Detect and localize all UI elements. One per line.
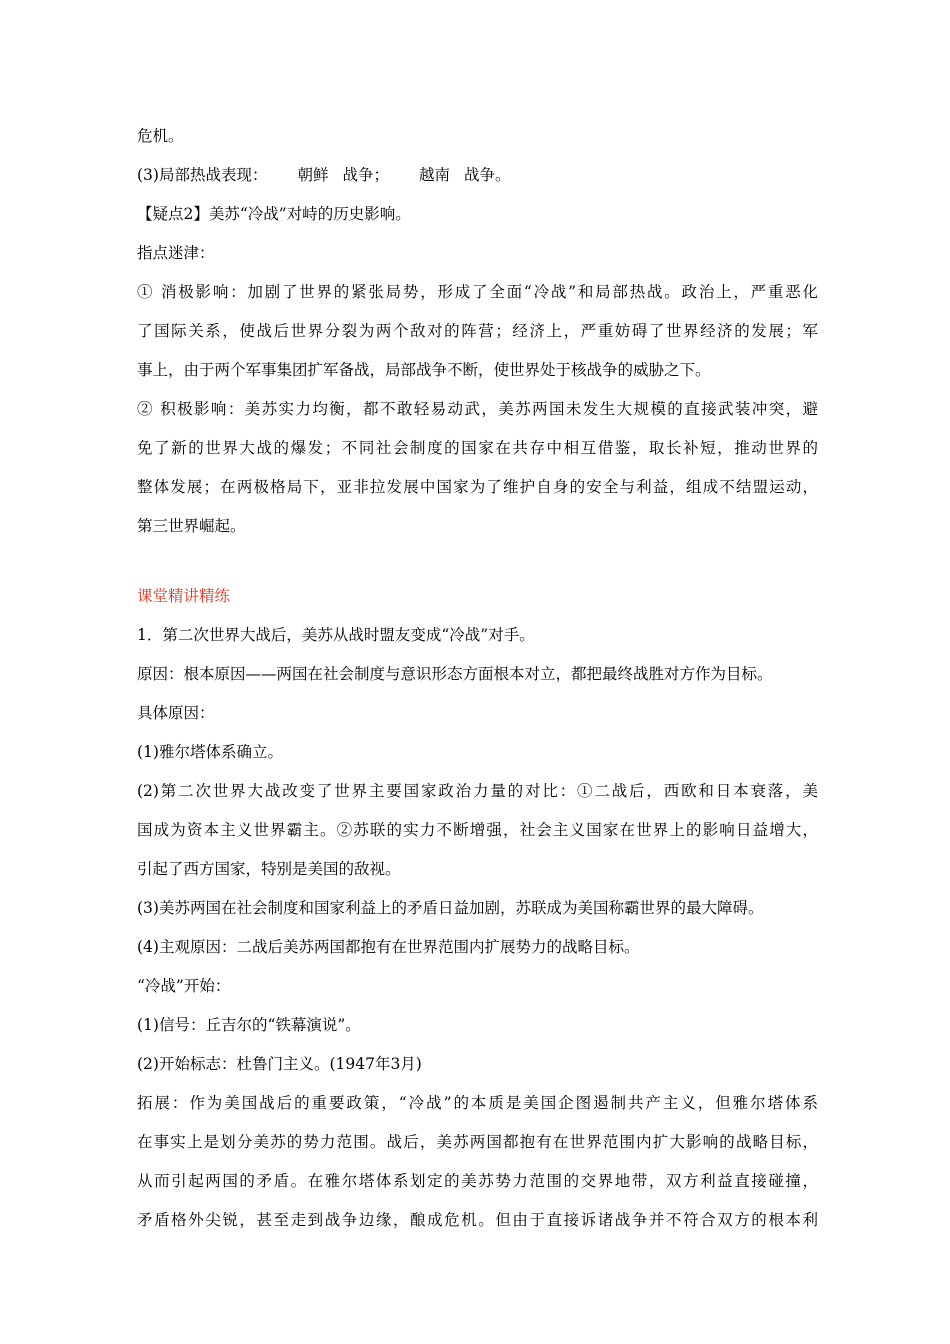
- positive-impact-line: 整体发展；在两极格局下，亚非拉发展中国家为了维护自身的安全与利益，组成不结盟运动，: [137, 478, 818, 496]
- negative-impact-line: 事上，由于两个军事集团扩军备战，局部战争不断，使世界处于核战争的威胁之下。: [137, 361, 711, 379]
- section-heading: 课堂精讲精练: [137, 587, 231, 605]
- negative-impact-line: 了国际关系，使战后世界分裂为两个敌对的阵营；经济上，严重妨碍了世界经济的发展；军: [137, 322, 818, 340]
- extension-line: 拓展：作为美国战后的重要政策，“冷战”的本质是美国企图遏制共产主义，但雅尔塔体系: [137, 1094, 818, 1112]
- cold-war-start-label: “冷战”开始：: [137, 977, 231, 995]
- text-war: 战争。: [464, 166, 511, 184]
- reason-item: (1)雅尔塔体系确立。: [137, 743, 283, 761]
- start-item: (1)信号：丘吉尔的“铁幕演说”。: [137, 1016, 361, 1034]
- guidance-label: 指点迷津：: [137, 244, 215, 262]
- answer-vietnam: 越南: [419, 166, 451, 184]
- negative-impact-line: ① 消极影响：加剧了世界的紧张局势，形成了全面“冷战”和局部热战。政治上，严重恶化: [137, 283, 818, 301]
- positive-impact-line: 免了新的世界大战的爆发；不同社会制度的国家在共存中相互借鉴，取长补短，推动世界的: [137, 439, 818, 457]
- reason-item: (3)美苏两国在社会制度和国家利益上的矛盾日益加剧，苏联成为美国称霸世界的最大障碍。: [137, 899, 764, 917]
- text-line: 危机。: [137, 127, 184, 145]
- reason-item: 引起了西方国家，特别是美国的敌视。: [137, 860, 401, 878]
- reason-item: (4)主观原因：二战后美苏两国都抱有在世界范围内扩展势力的战略目标。: [137, 938, 640, 956]
- doubt-point-heading: 【疑点2】美苏“冷战”对峙的历史影响。: [137, 205, 411, 223]
- answer-korea: 朝鲜: [297, 166, 329, 184]
- reason-item: (2)第二次世界大战改变了世界主要国家政治力量的对比：①二战后，西欧和日本衰落，美: [137, 782, 818, 800]
- positive-impact-line: ② 积极影响：美苏实力均衡，都不敢轻易动武，美苏两国未发生大规模的直接武装冲突，避: [137, 400, 818, 418]
- reason-line: 原因：根本原因——两国在社会制度与意识形态方面根本对立，都把最终战胜对方作为目标。: [137, 665, 773, 683]
- positive-impact-line: 第三世界崛起。: [137, 517, 246, 535]
- line-prefix: (3)局部热战表现：: [137, 166, 268, 184]
- extension-line: 在事实上是划分美苏的势力范围。战后，美苏两国都抱有在世界范围内扩大影响的战略目标，: [137, 1133, 818, 1151]
- extension-line: 矛盾格外尖锐，甚至走到战争边缘，酿成危机。但由于直接诉诸战争并不符合双方的根本利: [137, 1211, 818, 1229]
- specific-reasons-label: 具体原因：: [137, 704, 215, 722]
- start-item: (2)开始标志：杜鲁门主义。(1947年3月): [137, 1055, 422, 1073]
- text-war: 战争；: [342, 166, 389, 184]
- question-title: 1．第二次世界大战后，美苏从战时盟友变成“冷战”对手。: [137, 626, 535, 644]
- text-line-local-hot-wars: [137, 165, 511, 185]
- extension-line: 从而引起两国的矛盾。在雅尔塔体系划定的美苏势力范围的交界地带，双方利益直接碰撞，: [137, 1172, 818, 1190]
- reason-item: 国成为资本主义世界霸主。②苏联的实力不断增强，社会主义国家在世界上的影响日益增大，: [137, 821, 818, 839]
